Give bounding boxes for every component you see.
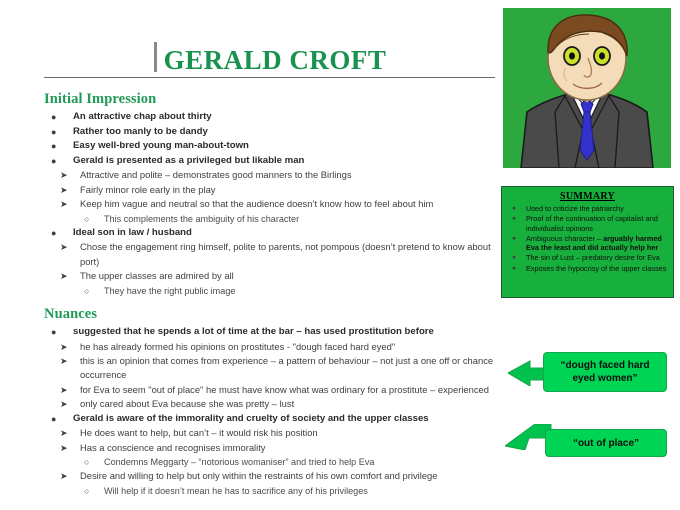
summary-list-item <box>507 234 668 253</box>
summary-bullet-icon: ● <box>512 254 516 262</box>
bullet-marker-level2-icon: ➤ <box>60 471 68 482</box>
bullet-marker-level1-icon: ● <box>51 126 57 137</box>
list-item-text: only cared about Eva because she was pretty – lust <box>80 398 295 410</box>
summary-bullet-icon: ● <box>512 264 516 272</box>
bullet-marker-level1-icon: ● <box>51 227 57 238</box>
list-item <box>44 139 499 154</box>
list-item <box>60 197 499 211</box>
bullet-marker-level1-icon: ● <box>51 141 57 152</box>
list-item-text: Desire and willing to help but only within the restraints of his own comfort and privilege <box>80 470 438 482</box>
list-item <box>60 269 499 283</box>
list-item <box>60 240 499 269</box>
title-row <box>44 30 496 74</box>
summary-box <box>501 186 674 298</box>
section-heading-nuances: Nuances <box>44 306 98 322</box>
list-item-text: An attractive chap about thirty <box>73 111 212 122</box>
list-item <box>84 455 499 469</box>
list-item <box>44 154 499 169</box>
list-item-text: He does want to help, but can’t – it would risk his position <box>80 427 318 439</box>
list-item <box>44 125 499 140</box>
summary-list-item-emphasis: arguably harmed Eva the least and did actually help her <box>526 233 662 253</box>
callout-out-of-place: “out of place” <box>545 429 667 457</box>
bullet-marker-level1-icon: ● <box>51 327 57 337</box>
list-item-text: Rather too manly to be dandy <box>73 125 208 137</box>
summary-list-item-text: Used to criticize the patriarchy <box>526 204 624 213</box>
portrait-illustration <box>503 8 671 168</box>
list-item-text: Ideal son in law / husband <box>73 226 192 238</box>
list-item-text: Gerald is aware of the immorality and cruelty of society and the upper classes <box>73 412 429 424</box>
list-item <box>60 469 499 483</box>
bullet-marker-level2-icon: ➤ <box>60 428 68 439</box>
list-item <box>84 484 499 498</box>
title-block <box>44 30 496 74</box>
list-item <box>44 110 499 125</box>
list-item <box>60 441 499 455</box>
bullet-marker-level1-icon: ● <box>51 112 57 122</box>
list-item <box>60 383 499 397</box>
title-tick-mark <box>154 42 157 72</box>
bullet-marker-level2-icon: ➤ <box>60 356 68 366</box>
list-item-text: Keep him vague and neutral so that the audience doesn’t know how to feel about him <box>80 198 434 210</box>
bullet-marker-level2-icon: ➤ <box>60 271 68 282</box>
list-item-text: Gerald is presented as a privileged but likable man <box>73 154 305 166</box>
summary-list-item <box>507 214 668 233</box>
list-nuances <box>44 325 499 498</box>
bullet-marker-level1-icon: ● <box>51 413 57 424</box>
list-item-text: for Eva to seem "out of place" he must have know what was ordinary for a prostitute – experienced <box>80 383 489 395</box>
list-item <box>60 183 499 197</box>
callout-dough-tail-icon <box>508 360 548 386</box>
list-item-text: suggested that he spends a lot of time at the bar – has used prostitution before <box>73 326 434 337</box>
list-item <box>44 325 499 340</box>
list-item-text: Has a conscience and recognises immorality <box>80 441 266 453</box>
list-item-text: he has already formed his opinions on prostitutes - "dough faced hard eyed" <box>80 340 396 352</box>
list-item-text: Fairly minor role early in the play <box>80 183 216 195</box>
bullet-marker-level2-icon: ➤ <box>60 184 68 195</box>
bullet-marker-level1-icon: ● <box>51 155 57 166</box>
bullet-marker-level2-icon: ➤ <box>60 242 68 253</box>
list-item <box>60 426 499 440</box>
list-item-text: Attractive and polite – demonstrates good manners to the Birlings <box>80 169 352 181</box>
bullet-marker-level2-icon: ➤ <box>60 170 68 181</box>
list-item <box>60 168 499 182</box>
list-item-text: Condemns Meggarty – “notorious womaniser” and tried to help Eva <box>104 457 375 468</box>
bullet-marker-level3-icon: ○ <box>84 457 90 468</box>
summary-list-item-text: Ambiguous character – arguably harmed Eva the least and did actually help her <box>526 233 662 253</box>
list-item-text: this is an opinion that comes from experience – a pattern of behaviour – not just a one off or chance occurrence <box>80 355 494 381</box>
summary-bullet-icon: ● <box>512 215 516 223</box>
list-item <box>60 397 499 411</box>
bullet-marker-level2-icon: ➤ <box>60 341 68 352</box>
bullet-marker-level3-icon: ○ <box>84 485 90 496</box>
bullet-marker-level3-icon: ○ <box>84 213 90 224</box>
bullet-marker-level2-icon: ➤ <box>60 399 68 410</box>
list-item <box>84 212 499 226</box>
list-item-text: They have the right public image <box>104 285 236 296</box>
page-title: GERALD CROFT <box>163 45 387 75</box>
section-heading-initial-impression: Initial Impression <box>44 91 157 107</box>
summary-title: SUMMARY <box>559 191 616 202</box>
gerald-portrait-image <box>503 8 671 168</box>
summary-list-item-text: The sin of Lust – predatory desire for Eva <box>526 253 660 263</box>
list-item-text: This complements the ambiguity of his character <box>104 213 300 224</box>
list-item <box>44 412 499 427</box>
title-divider <box>44 77 495 78</box>
callout-dough-faced: “dough faced hard eyed women” <box>543 352 667 392</box>
bullet-marker-level2-icon: ➤ <box>60 442 68 453</box>
summary-list-item <box>507 264 668 274</box>
summary-list-item-text: Proof of the continuation of capitalist and individualist opinions <box>526 214 658 233</box>
summary-bullet-icon: ● <box>512 234 516 242</box>
list-item-text: Will help if it doesn’t mean he has to sacrifice any of his privileges <box>104 485 368 496</box>
list-item <box>84 284 499 298</box>
summary-list <box>507 204 668 273</box>
list-item-text: Chose the engagement ring himself, polite to parents, not pompous (doesn’t pretend to know about port) <box>80 241 491 267</box>
list-item-text: The upper classes are admired by all <box>80 270 234 282</box>
list-item <box>60 354 499 383</box>
summary-bullet-icon: ● <box>512 205 516 212</box>
summary-list-item-text: Exposes the hypocrisy of the upper classes <box>526 263 667 273</box>
bullet-marker-level2-icon: ➤ <box>60 199 68 210</box>
list-item <box>44 226 499 241</box>
summary-list-item <box>507 253 668 263</box>
list-initial-impression <box>44 110 499 298</box>
list-item-text: Easy well-bred young man-about-town <box>73 140 249 152</box>
bullet-marker-level3-icon: ○ <box>84 285 90 296</box>
bullet-marker-level2-icon: ➤ <box>60 384 68 395</box>
summary-list-item <box>507 204 668 214</box>
list-item <box>60 340 499 354</box>
